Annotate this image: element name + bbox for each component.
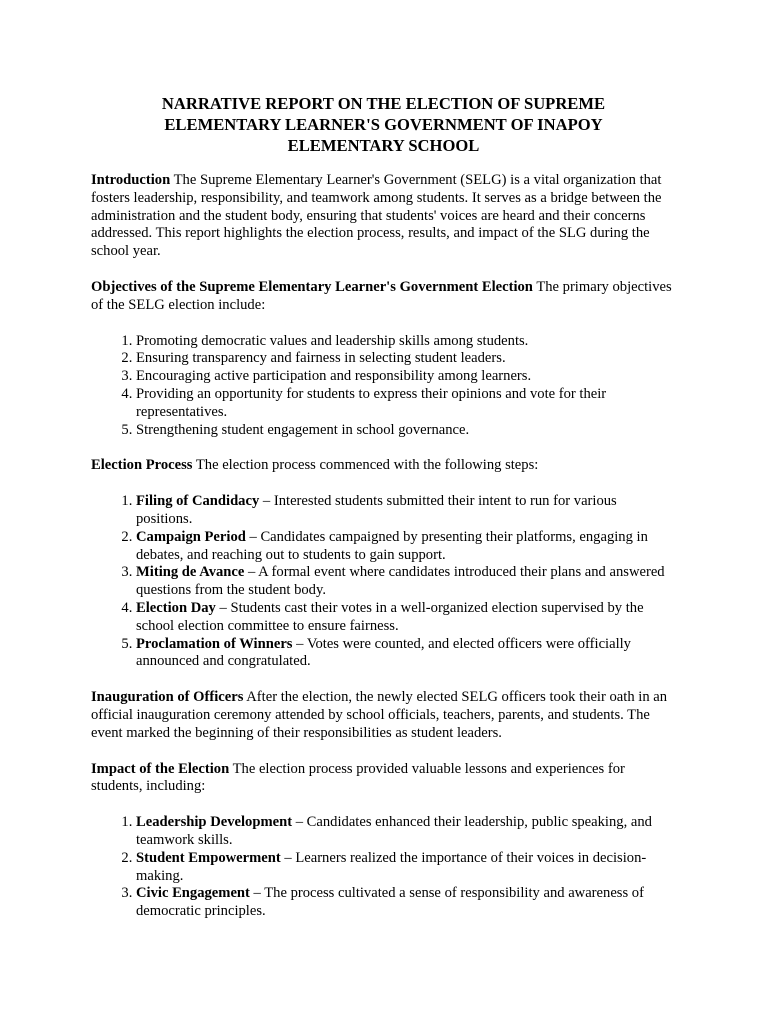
- item-desc: – Candidates enhanced their leadership, public speaking, and teamwork skills.: [136, 814, 652, 848]
- inauguration-paragraph: [91, 689, 676, 742]
- item-desc: – Votes were counted, and elected officers were officially announced and congratulated.: [136, 635, 631, 670]
- list-item: [136, 600, 676, 636]
- objectives-list: [91, 333, 676, 440]
- report-title: NARRATIVE REPORT ON THE ELECTION OF SUPREME ELEMENTARY LEARNER'S GOVERNMENT OF INAPOY ELEMENTARY SCHOOL: [161, 94, 606, 155]
- inauguration-heading: Inauguration of Officers: [91, 689, 244, 706]
- objectives-text: The primary objectives of the SELG election include:: [91, 278, 672, 313]
- list-item: 2. Ensuring transparency and fairness in selecting student leaders.: [136, 350, 676, 368]
- item-desc: – Candidates campaigned by presenting their platforms, engaging in debates, and reaching out to students to gain support.: [136, 528, 648, 563]
- process-text: The election process commenced with the following steps:: [195, 457, 539, 474]
- item-term: Election Day: [136, 599, 216, 616]
- item-desc: – Interested students submitted their intent to run for various positions.: [136, 493, 617, 527]
- introduction-text: The Supreme Elementary Learner's Government (SELG) is a vital organization that fosters leadership, responsibility, and teamwork among students. It serves as a bridge between the administration and the student body, ensuring that students' voices are heard and their concerns addressed. This report highlights the election process, results, and impact of the SLG during the school year.: [91, 172, 662, 260]
- list-item: [136, 529, 676, 565]
- item-desc: – The process cultivated a sense of responsibility and awareness of democratic principles.: [136, 885, 644, 920]
- list-item: 5. Strengthening student engagement in school governance.: [136, 422, 676, 440]
- impact-paragraph: [91, 761, 676, 797]
- list-item: 4. Providing an opportunity for students to express their opinions and vote for their representatives.: [136, 386, 676, 422]
- objectives-heading: Objectives of the Supreme Elementary Learner's Government Election: [91, 278, 533, 295]
- list-item: 3. Encouraging active participation and responsibility among learners.: [136, 368, 676, 386]
- item-term: Proclamation of Winners: [136, 635, 293, 652]
- item-term: Miting de Avance: [136, 564, 245, 581]
- process-paragraph: [91, 457, 676, 475]
- introduction-heading: Introduction: [91, 172, 171, 188]
- impact-list: [91, 814, 676, 921]
- inauguration-text: After the election, the newly elected SELG officers took their oath in an official inauguration ceremony attended by school officials, teachers, parents, and students. The event marked the beginning of their responsibilities as student leaders.: [91, 689, 668, 741]
- list-item: [136, 814, 676, 850]
- item-term: Filing of Candidacy: [136, 493, 260, 510]
- list-item: [136, 636, 676, 672]
- objectives-paragraph: [91, 279, 676, 315]
- process-heading: Election Process: [91, 457, 193, 474]
- list-item: [136, 493, 676, 529]
- document-page: [91, 93, 676, 939]
- item-desc: – Learners realized the importance of their voices in decision-making.: [136, 849, 647, 884]
- impact-heading: Impact of the Election: [91, 760, 230, 777]
- item-desc: – Students cast their votes in a well-organized election supervised by the school election committee to ensure fairness.: [136, 599, 644, 634]
- list-item: [136, 564, 676, 600]
- list-item: [136, 850, 676, 886]
- item-desc: – A formal event where candidates introduced their plans and answered questions from the student body.: [136, 564, 665, 599]
- item-term: Campaign Period: [136, 528, 246, 545]
- list-item: 1. Promoting democratic values and leadership skills among students.: [136, 333, 676, 351]
- impact-text: The election process provided valuable lessons and experiences for students, including:: [91, 760, 625, 795]
- introduction-paragraph: [91, 172, 676, 261]
- item-term: Student Empowerment: [136, 849, 281, 866]
- list-item: [136, 885, 676, 921]
- item-term: Civic Engagement: [136, 885, 250, 902]
- item-term: Leadership Development: [136, 814, 293, 831]
- process-list: [91, 493, 676, 671]
